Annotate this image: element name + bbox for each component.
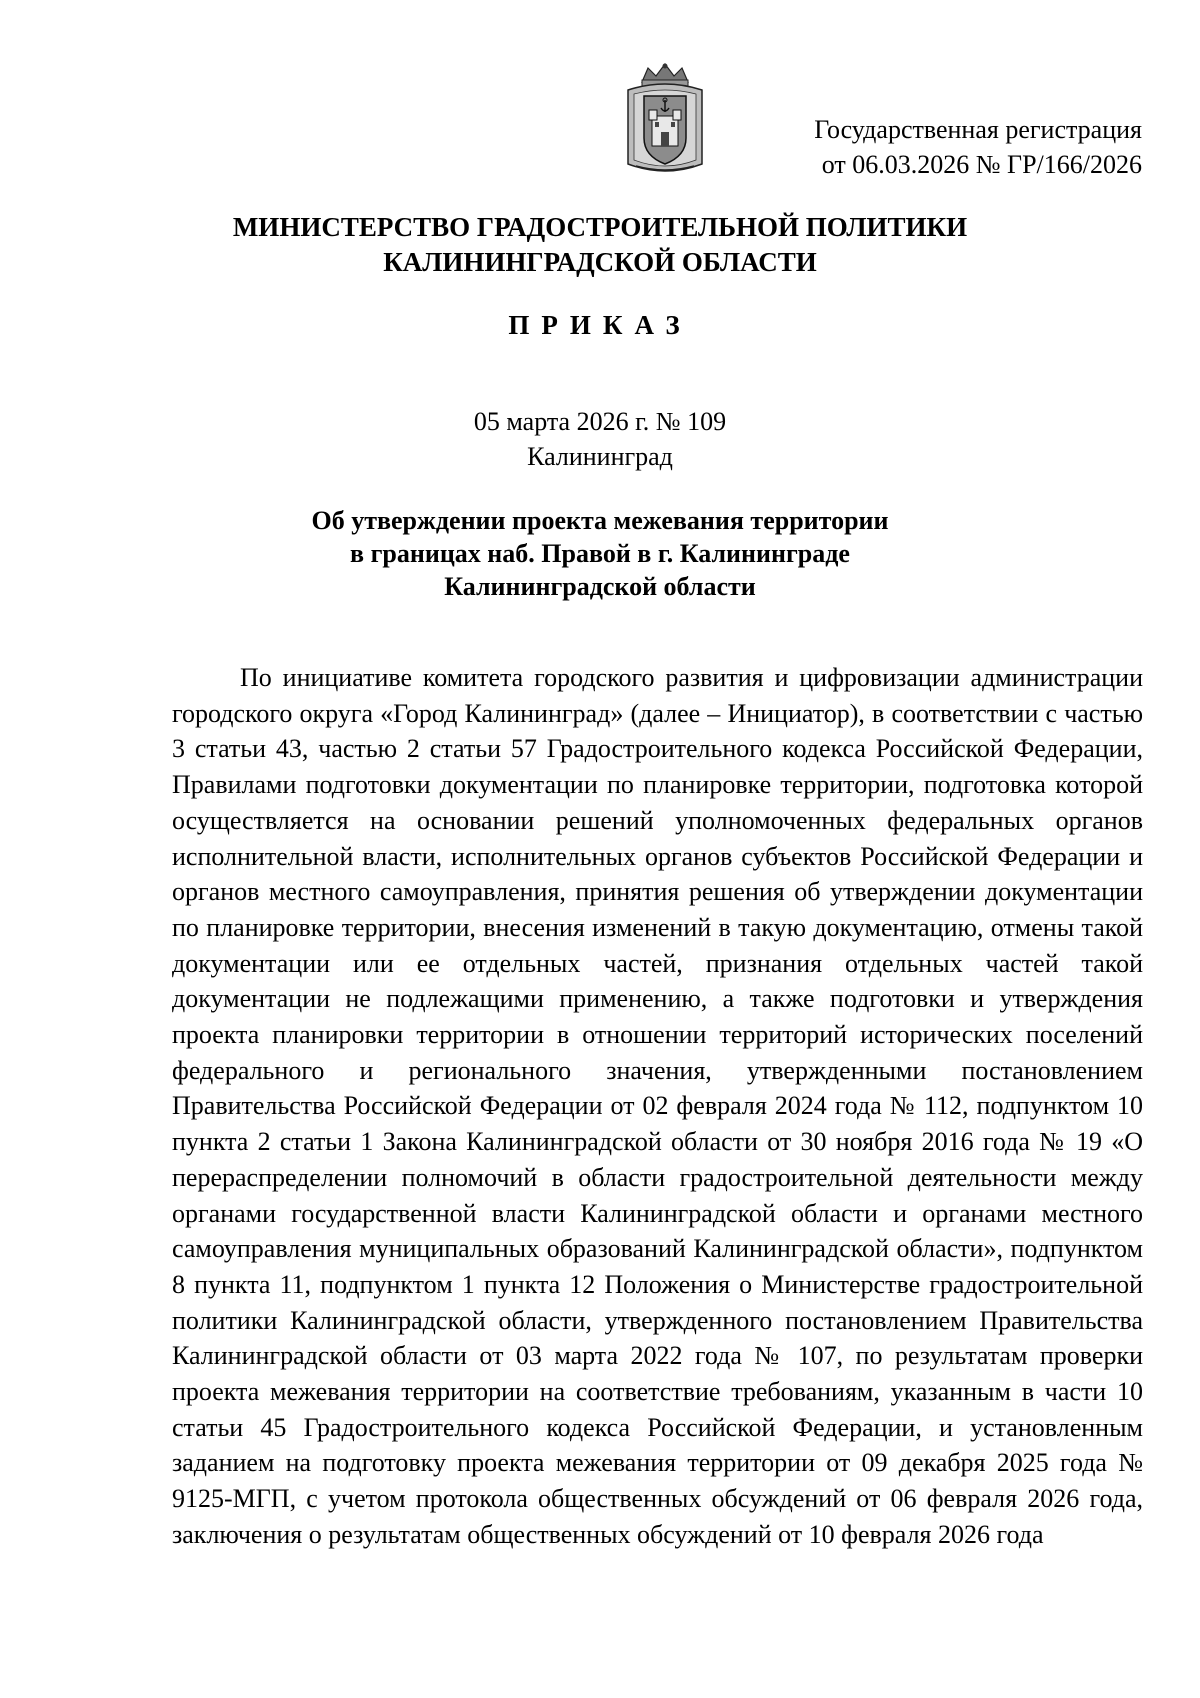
ministry-name-line-1: МИНИСТЕРСТВО ГРАДОСТРОИТЕЛЬНОЙ ПОЛИТИКИ — [232, 212, 968, 242]
registration-number: от 06.03.2026 № ГР/166/2026 — [821, 150, 1142, 179]
subject-line-1: Об утверждении проекта межевания территории — [311, 506, 889, 535]
city: Калининград — [527, 442, 673, 471]
date-and-number: 05 марта 2026 г. № 109 — [473, 407, 727, 436]
subject-line-3: Калининградской области — [444, 572, 756, 601]
document-type: ПРИКАЗ — [508, 310, 692, 340]
registration-stamp — [814, 112, 1142, 182]
ministry-name — [0, 210, 1200, 280]
subject-line-2: в границах наб. Правой в г. Калининграде — [350, 539, 850, 568]
document-subject — [0, 504, 1200, 603]
registration-label: Государственная регистрация — [814, 115, 1142, 144]
document-dateline — [0, 404, 1200, 474]
coat-of-arms-icon — [622, 60, 708, 178]
body-paragraph: По инициативе комитета городского развития и цифровизации администрации городского округа «Город Калининград» (далее – Инициатор), в соответствии с частью 3 статьи 43, частью 2 статьи 57 Градостроительного кодекса Российской Федерации, Правилами подготовки документации по планировке территории, подготовка которой осуществляется на основании решений уполномоченных федеральных органов исполнительной власти, исполнительных органов субъектов Российской Федерации и органов местного самоуправления, принятия решения об утверждении документации по планировке территории, внесения изменений в такую документацию, отмены такой документации или ее отдельных частей, признания отдельных частей такой документации не подлежащими применению, а также подготовки и утверждения проекта планировки территории в отношении территорий исторических поселений федерального и регионального значения, утвержденными постановлением Правительства Российской Федерации от 02 февраля 2024 года № 112, подпунктом 10 пункта 2 статьи 1 Закона Калининградской области от 30 ноября 2016 года № 19 «О перераспределении полномочий в области градостроительной деятельности между органами государственной власти Калининградской области и органами местного самоуправления муниципальных образований Калининградской области», подпунктом 8 пункта 11, подпунктом 1 пункта 12 Положения о Министерстве градостроительной политики Калининградской области, утвержденного постановлением Правительства Калининградской области от 03 марта 2022 года № 107, по результатам проверки проекта межевания территории на соответствие требованиям, указанным в части 10 статьи 45 Градостроительного кодекса Российской Федерации, и установленным заданием на подготовку проекта межевания территории от 09 декабря 2025 года № 9125-МГП, с учетом протокола общественных обсуждений от 06 февраля 2026 года, заключения о результатам общественных обсуждений от 10 февраля 2026 года — [172, 663, 1143, 1549]
ministry-name-line-2: КАЛИНИНГРАДСКОЙ ОБЛАСТИ — [383, 247, 817, 277]
